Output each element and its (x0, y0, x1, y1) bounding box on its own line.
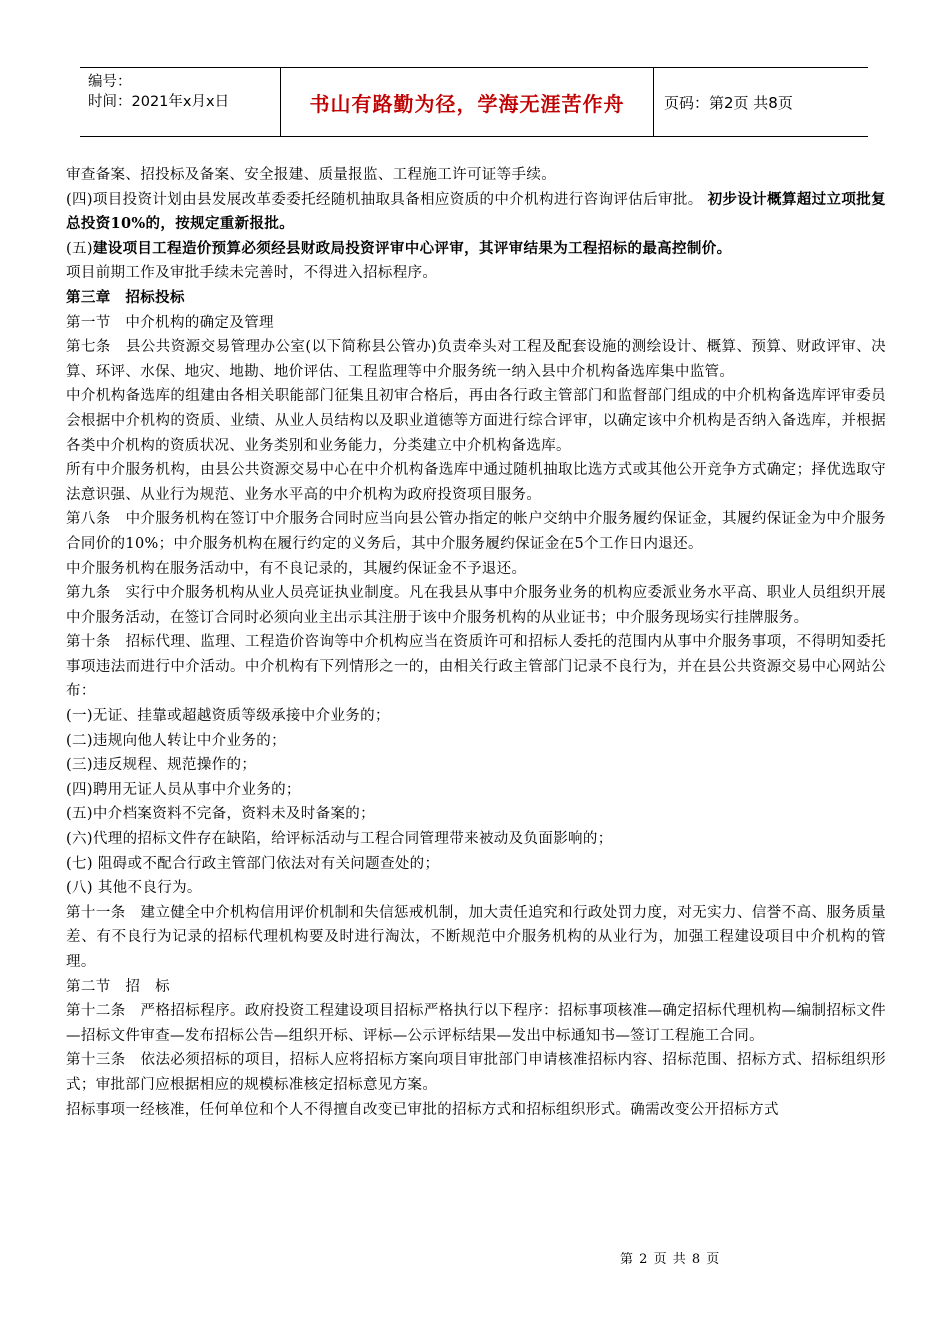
article-10: 第十条 招标代理、监理、工程造价咨询等中介机构应当在资质许可和招标人委托的范围内从事中介服务事项，不得明知委托事项违法而进行中介活动。中介机构有下列情形之一的，由相关行政主管部门记录不良行为，并在县公共资源交易中心网站公布： (66, 634, 886, 700)
footer-page-total: 8 (691, 1252, 702, 1267)
paragraph: 招标事项一经核准，任何单位和个人不得擅自改变已审批的招标方式和招标组织形式。确需改变公开招标方式 (66, 1101, 779, 1118)
article-11: 第十一条 建立健全中介机构信用评价机制和失信惩戒机制，加大责任追究和行政处罚力度，对无实力、信誉不高、服务质量差、有不良行为记录的招标代理机构要及时进行淘汰，不断规范中介服务机构的从业行为，加强工程建设项目中介机构的管理。 (66, 904, 886, 970)
chapter-heading: 第三章 招标投标 (66, 288, 185, 306)
article-13: 第十三条 依法必须招标的项目，招标人应将招标方案向项目审批部门申请核准招标内容、招标范围、招标方式、招标组织形式；审批部门应根据相应的规模标准核定招标意见方案。 (66, 1052, 886, 1093)
document-date-label: 时间：2021年x月x日 (88, 94, 230, 110)
article-8: 第八条 中介服务机构在签订中介服务合同时应当向县公管办指定的帐户交纳中介服务履约保证金，其履约保证金为中介服务合同价的10%；中介服务机构在履行约定的义务后，其中介服务履约保证金在5个工作日内退还。 (66, 511, 886, 552)
header-info (80, 68, 280, 136)
header-page-label: 页码：第2页 共8页 (664, 93, 793, 112)
paragraph: 项目前期工作及审批手续未完善时，不得进入招标程序。 (66, 265, 438, 282)
article-7: 第七条 县公共资源交易管理办公室(以下简称县公管办)负责牵头对工程及配套设施的测绘设计、概算、预算、财政评审、决算、环评、水保、地灾、地勘、地价评估、工程监理等中介服务统一纳入县中介机构备选库集中监管。 (66, 339, 886, 380)
paragraph: 中介机构备选库的组建由各相关职能部门征集且初审合格后，再由各行政主管部门和监督部门组成的中介机构备选库评审委员会根据中介机构的资质、业绩、从业人员结构以及职业道德等方面进行综合评审，以确定该中介机构是否纳入备选库，并根据各类中介机构的资质状况、业务类别和业务能力，分类建立中介机构备选库。 (66, 388, 886, 454)
list-item: (五)中介档案资料不完备，资料未及时备案的； (66, 806, 376, 823)
paragraph: 审查备案、招投标及备案、安全报建、质量报监、工程施工许可证等手续。 (66, 167, 557, 183)
page-footer: 第 2 页 共 8 页 (620, 1252, 721, 1267)
footer-page-number: 2 (639, 1252, 649, 1267)
list-item: (八) 其他不良行为。 (66, 880, 202, 897)
section-heading: 第二节 招 标 (66, 978, 170, 995)
list-item: (七) 阻碍或不配合行政主管部门依法对有关问题查处的； (66, 855, 440, 872)
list-item: (二)违规向他人转让中介业务的； (66, 732, 286, 749)
document-number-label: 编号： (88, 74, 132, 90)
document-body (66, 163, 886, 1122)
article-12: 第十二条 严格招标程序。政府投资工程建设项目招标严格执行以下程序：招标事项核准—确定招标代理机构—编制招标文件—招标文件审查—发布招标公告—组织开标、评标—公示评标结果—发出中标通知书—签订工程施工合同。 (66, 1003, 886, 1044)
list-item: (六)代理的招标文件存在缺陷，给评标活动与工程合同管理带来被动及负面影响的； (66, 831, 613, 848)
paragraph: 中介服务机构在服务活动中，有不良记录的，其履约保证金不予退还。 (66, 560, 527, 577)
paragraph: 所有中介服务机构，由县公共资源交易中心在中介机构备选库中通过随机抽取比选方式或其他公开竞争方式确定；择优选取守法意识强、从业行为规范、业务水平高的中介机构为政府投资项目服务。 (66, 462, 886, 503)
article-9: 第九条 实行中介服务机构从业人员亮证执业制度。凡在我县从事中介服务业务的机构应委派业务水平高、职业人员组织开展中介服务活动，在签订合同时必须向业主出示其注册于该中介服务机构的从业证书；中介服务现场实行挂牌服务。 (66, 585, 886, 626)
paragraph: (五)建设项目工程造价预算必须经县财政局投资评审中心评审，其评审结果为工程招标的最高控制价。 (66, 239, 732, 257)
section-heading: 第一节 中介机构的确定及管理 (66, 314, 274, 331)
header-motto: 书山有路勤为径，学海无涯苦作舟 (280, 68, 654, 136)
list-item: (三)违反规程、规范操作的； (66, 757, 257, 774)
list-item: (一)无证、挂靠或超越资质等级承接中介业务的； (66, 708, 390, 725)
paragraph: (四)项目投资计划由县发展改革委委托经随机抽取具备相应资质的中介机构进行咨询评估后审批。 初步设计概算超过立项批复总投资10%的，按规定重新报批。 (66, 190, 886, 233)
list-item: (四)聘用无证人员从事中介业务的； (66, 781, 301, 798)
page-header (80, 67, 868, 137)
